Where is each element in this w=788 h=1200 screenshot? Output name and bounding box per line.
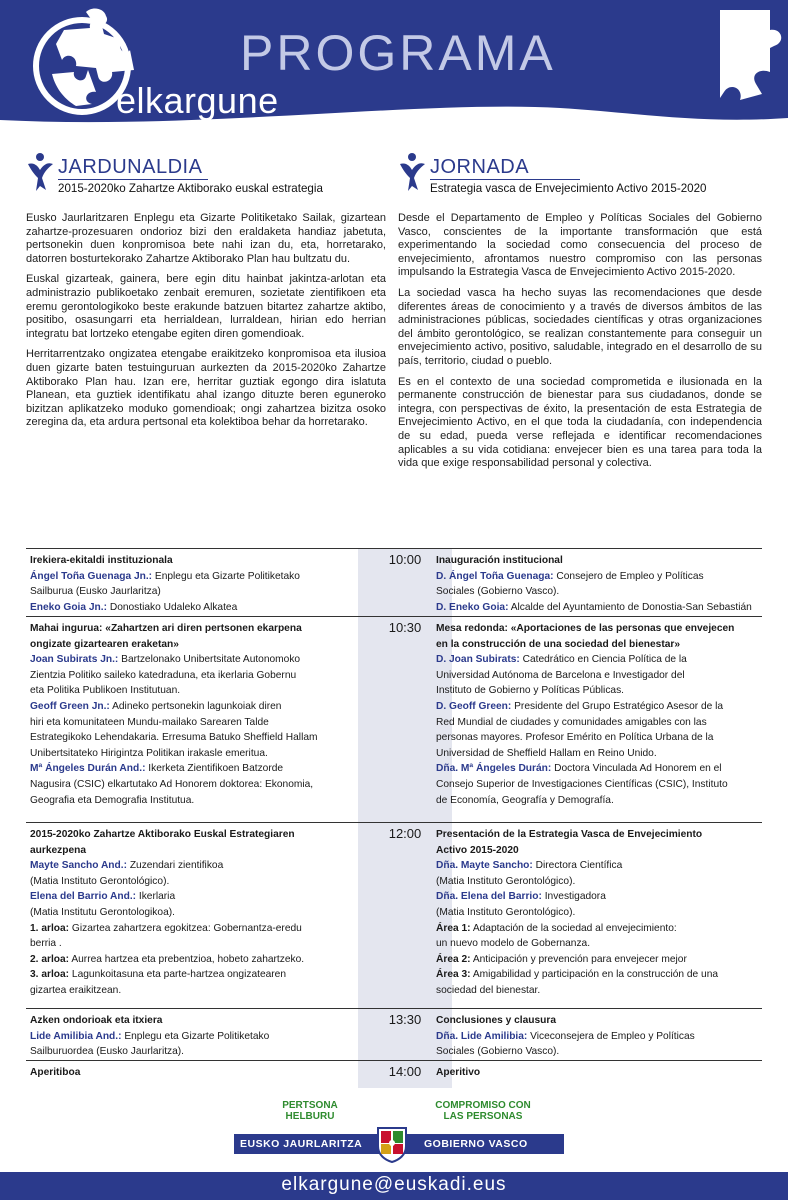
- session-basque: [30, 553, 350, 615]
- session-spanish: [436, 553, 766, 615]
- session-line: [30, 827, 350, 843]
- session-line: [30, 905, 350, 921]
- session-text: Enplegu eta Gizarte Politiketako: [121, 1030, 270, 1042]
- session-text: Ikerketa Zientifikoen Batzorde: [145, 763, 284, 775]
- section-header: [26, 152, 386, 200]
- session-line: [436, 952, 766, 968]
- session-text: personas mayores. Profesor Emérito en Política Urbana de la: [436, 732, 714, 744]
- session-line: [436, 730, 766, 746]
- brand-name: elkargune: [116, 80, 279, 121]
- bold-text: ongizate gizartearen eraketan»: [30, 638, 179, 650]
- session-line: [30, 668, 350, 684]
- header: [0, 0, 788, 146]
- session-line: [30, 584, 350, 600]
- section-subtitle: Estrategia vasca de Envejecimiento Activo 2015-2020: [430, 182, 707, 195]
- session-line: [30, 683, 350, 699]
- session-text: Presidente del Grupo Estratégico Asesor de la: [511, 700, 724, 712]
- session-basque: [30, 1013, 350, 1060]
- schedule-row: [26, 1008, 762, 1060]
- session-line: [30, 746, 350, 762]
- session-text: Instituto de Gobierno y Políticas Públicas.: [436, 685, 625, 697]
- session-time: 10:30: [388, 620, 422, 635]
- coat-of-arms-icon: [372, 1124, 412, 1164]
- session-line: [436, 652, 766, 668]
- bold-text: Presentación de la Estrategia Vasca de Envejecimiento: [436, 829, 703, 840]
- session-text: Consejo Superior de Investigaciones Científicas (CSIC), Instituto: [436, 778, 728, 790]
- session-text: Geografia eta Demografia Institutua.: [30, 794, 195, 806]
- session-text: Nagusira (CSIC) elkartutako Ad Honorem doktorea: Ekonomia,: [30, 778, 314, 790]
- session-text: Aurrea hartzea eta prebentzioa, hobeto zahartzeko.: [69, 953, 305, 965]
- bold-text: Azken ondorioak eta itxiera: [30, 1015, 163, 1026]
- session-line: [436, 699, 766, 715]
- session-text: Viceconsejera de Empleo y Políticas: [527, 1030, 695, 1042]
- intro-basque: [26, 152, 386, 437]
- section-label: JARDUNALDIA: [58, 156, 203, 178]
- bold-text: Irekiera-ekitaldi instituzionala: [30, 555, 173, 566]
- session-line: [436, 600, 766, 616]
- session-text: Investigadora: [541, 891, 606, 903]
- session-line: [436, 905, 766, 921]
- session-line: [436, 889, 766, 905]
- bold-text: Área 2:: [436, 953, 471, 965]
- session-line: [436, 983, 766, 999]
- session-line: [30, 699, 350, 715]
- session-line: [436, 921, 766, 937]
- session-line: [30, 858, 350, 874]
- schedule-row: [26, 1060, 762, 1088]
- session-text: Catedrático en Ciencia Política de la: [519, 654, 687, 666]
- session-text: Consejero de Empleo y Políticas: [553, 570, 704, 582]
- session-line: [436, 621, 766, 637]
- session-line: [436, 553, 766, 569]
- session-line: [30, 777, 350, 793]
- speaker-name: Dña. Lide Amilibia:: [436, 1030, 528, 1042]
- session-time: 14:00: [388, 1064, 422, 1079]
- session-line: [30, 874, 350, 890]
- dancer-figure-icon: [398, 152, 426, 192]
- session-basque: [30, 621, 350, 808]
- bold-text: 2015-2020ko Zahartze Aktiborako Euskal Estrategiaren: [30, 829, 295, 840]
- session-text: (Matia Instituto Gerontológico).: [436, 875, 576, 887]
- session-text: gizartea eraikitzean.: [30, 984, 122, 996]
- session-line: [30, 637, 350, 653]
- session-line: [436, 1065, 766, 1081]
- section-label: JORNADA: [430, 156, 530, 178]
- session-text: Alcalde del Ayuntamiento de Donostia-San Sebastián: [508, 601, 752, 613]
- session-text: Zuzendari zientifikoa: [126, 860, 224, 872]
- session-text: Universidad Autónoma de Barcelona e Investigador del: [436, 669, 685, 681]
- speaker-name: Joan Subirats Jn.:: [30, 654, 119, 666]
- session-spanish: [436, 827, 766, 999]
- schedule-table: [26, 548, 762, 1088]
- paragraph: Herritarrentzako ongizatea etengabe eraikitzeko konpromisoa eta ilusioa duen gizarte baten testuinguruan aurkezten da 2015-2020ko Zahartze Aktiborako Plan hau. Izan ere, herritar guztiak egongo dira islatuta Planean, eta guztiek identifikatu ahal izango dituzte beren eguneroko bizitzan aplikatzeko moduko gomendioak; ongi zahartzea bizitza osoko zeregina da, eta ardura pertsonal eta kolektiboa behar da horretarako.: [26, 348, 386, 429]
- speaker-name: Mª Ángeles Durán And.:: [30, 763, 146, 775]
- session-line: [30, 761, 350, 777]
- paragraph-group: [398, 212, 762, 471]
- session-line: [436, 1044, 766, 1060]
- session-text: Adaptación de la sociedad al envejecimiento:: [470, 922, 677, 934]
- session-line: [436, 1013, 766, 1029]
- speaker-name: Dña. Mª Ángeles Durán:: [436, 763, 552, 775]
- bold-text: Mesa redonda: «Aportaciones de las personas que envejecen: [436, 623, 735, 634]
- session-text: Estrategikoko Lehendakaria. Erresuma Batuko Sheffield Hallam: [30, 732, 318, 744]
- session-text: Sailburua (Eusko Jaurlaritza): [30, 586, 161, 598]
- puzzle-piece-icon: [700, 2, 788, 122]
- session-line: [436, 683, 766, 699]
- slogan-line: LAS PERSONAS: [443, 1111, 523, 1122]
- session-text: Sailburuordea (Eusko Jaurlaritza).: [30, 1046, 185, 1058]
- session-line: [30, 652, 350, 668]
- bold-text: Aperitivo: [436, 1067, 481, 1078]
- session-line: [30, 553, 350, 569]
- session-text: Directora Científica: [532, 860, 623, 872]
- session-line: [30, 1013, 350, 1029]
- paragraph-group: [26, 212, 386, 430]
- session-text: Red Mundial de ciudades y comunidades amigables con las: [436, 716, 707, 728]
- session-line: [436, 584, 766, 600]
- session-text: (Matia Institutu Gerontologikoa).: [30, 906, 175, 918]
- session-line: [30, 967, 350, 983]
- session-time: 10:00: [388, 552, 422, 567]
- paragraph: Desde el Departamento de Empleo y Políticas Sociales del Gobierno Vasco, conscientes de la importante transformación que está experimentando la sociedad como consecuencia del proceso de envejecimiento, afrontamos nuestro compromiso con las personas impulsando la Estrategia Vasca de Envejecimiento Activo 2015-2020.: [398, 212, 762, 279]
- session-spanish: [436, 1013, 766, 1060]
- slogan-spanish: [428, 1100, 538, 1122]
- session-line: [436, 827, 766, 843]
- schedule-row: [26, 822, 762, 1008]
- speaker-name: Ángel Toña Guenaga Jn.:: [30, 570, 153, 582]
- schedule-row: [26, 548, 762, 616]
- session-basque: [30, 1065, 350, 1081]
- slogan-line: HELBURU: [285, 1111, 335, 1122]
- session-text: Bartzelonako Unibertsitate Autonomoko: [118, 654, 301, 666]
- section-header: [398, 152, 762, 200]
- session-line: [30, 952, 350, 968]
- session-text: Sociales (Gobierno Vasco).: [436, 1046, 560, 1058]
- session-text: Adineko pertsonekin lagunkoiak diren: [109, 700, 282, 712]
- session-text: Anticipación y prevención para envejecer mejor: [470, 953, 687, 965]
- session-text: Donostiako Udaleko Alkatea: [107, 601, 238, 613]
- session-line: [30, 793, 350, 809]
- session-line: [30, 983, 350, 999]
- session-line: [30, 921, 350, 937]
- bold-text: 1. arloa:: [30, 922, 70, 934]
- session-time: 13:30: [388, 1012, 422, 1027]
- session-line: [436, 858, 766, 874]
- session-text: Enplegu eta Gizarte Politiketako: [152, 570, 300, 582]
- session-spanish: [436, 621, 766, 808]
- schedule-row: [26, 616, 762, 822]
- speaker-name: Mayte Sancho And.:: [30, 860, 127, 872]
- session-line: [30, 1029, 350, 1045]
- page-title: PROGRAMA: [240, 25, 556, 81]
- speaker-name: Elena del Barrio And.:: [30, 891, 137, 903]
- session-text: berria .: [30, 938, 62, 950]
- session-line: [436, 967, 766, 983]
- session-text: eta Politika Publikoen Institutuan.: [30, 685, 181, 697]
- session-line: [30, 569, 350, 585]
- session-text: Zientzia Politiko saileko katedraduna, eta ikerlaria Gobernu: [30, 669, 297, 681]
- session-text: Lagunkoitasuna eta parte-hartzea ongizatearen: [69, 969, 287, 981]
- bold-text: Inauguración institucional: [436, 555, 563, 566]
- session-basque: [30, 827, 350, 999]
- speaker-name: D. Ángel Toña Guenaga:: [436, 570, 554, 582]
- session-text: Sociales (Gobierno Vasco).: [436, 586, 560, 598]
- paragraph: Euskal gizarteak, gainera, bere egin ditu hainbat jakintza-arlotan eta administrazio publikoetako zenbait eremuren, sozietate zientifikoen eta eremu gerontologikoko beste erakunde batzuen bitartez zahartze aktibo, positibo, osasungarri eta herrialdean, lurraldean, hirian edo herrian integratu bat lortzeko etengabe egiten diren gomendioak.: [26, 273, 386, 340]
- session-text: sociedad del bienestar.: [436, 984, 541, 996]
- session-text: Amigabilidad y participación en la construcción de una: [470, 969, 719, 981]
- speaker-name: D. Geoff Green:: [436, 700, 512, 712]
- session-line: [436, 777, 766, 793]
- session-text: Unibertsitateko Hirigintza Politikan irakasle emeritua.: [30, 747, 268, 759]
- divider: [430, 179, 580, 180]
- bold-text: Conclusiones y clausura: [436, 1015, 557, 1026]
- speaker-name: D. Joan Subirats:: [436, 654, 520, 666]
- bold-text: Activo 2015-2020: [436, 844, 519, 856]
- bold-text: en la construcción de una sociedad del bienestar»: [436, 638, 681, 650]
- session-line: [30, 889, 350, 905]
- government-name-spanish: GOBIERNO VASCO: [424, 1138, 528, 1150]
- session-spanish: [436, 1065, 766, 1081]
- session-line: [436, 874, 766, 890]
- speaker-name: D. Eneko Goia:: [436, 601, 509, 613]
- contact-email[interactable]: elkargune@euskadi.eus: [281, 1174, 507, 1195]
- session-line: [30, 730, 350, 746]
- session-line: [30, 600, 350, 616]
- dancer-figure-icon: [26, 152, 54, 192]
- session-text: (Matia Instituto Gerontológico).: [436, 906, 576, 918]
- session-text: un nuevo modelo de Gobernanza.: [436, 938, 591, 950]
- session-line: [436, 715, 766, 731]
- session-line: [436, 668, 766, 684]
- session-line: [30, 843, 350, 859]
- session-line: [30, 1065, 350, 1081]
- paragraph: Eusko Jaurlaritzaren Enplegu eta Gizarte Politiketako Sailak, gizartean zahartze-prozesuaren ondorioz bizi den eraldaketa handiaz jabetuta, pertsonekin duen konpromisoa bete nahi izan du, eta, horretarako, datorren bosturtekorako Zahartze Aktiborako Plan hau bultzatu du.: [26, 212, 386, 265]
- session-line: [436, 1029, 766, 1045]
- session-text: Gizartea zahartzera egokitzea: Gobernantza-eredu: [69, 922, 302, 934]
- session-line: [436, 569, 766, 585]
- section-subtitle: 2015-2020ko Zahartze Aktiborako euskal estrategia: [58, 182, 323, 195]
- session-line: [436, 793, 766, 809]
- speaker-name: Eneko Goia Jn.:: [30, 601, 107, 613]
- session-text: de Economía, Geografía y Demografía.: [436, 794, 614, 806]
- slogan-basque: [270, 1100, 350, 1122]
- paragraph: Es en el contexto de una sociedad comprometida e ilusionada en la permanente construcción de bienestar para sus ciudadanos, donde se integra, con perspectivas de éxito, la presentación de esta Estrategia de Envejecimiento Activo, en el que toda la ciudadanía, con independencia de su edad, pueda verse reflejada e identificar recomendaciones aplicables a su vida cotidiana: envejecer bien es una tarea para toda la vida que exige responsabilidad personal y colectiva.: [398, 375, 762, 470]
- bold-text: aurkezpena: [30, 844, 87, 856]
- bold-text: 3. arloa:: [30, 969, 70, 981]
- bold-text: Área 1:: [436, 922, 471, 934]
- session-line: [436, 936, 766, 952]
- session-text: Doctora Vinculada Ad Honorem en el: [551, 763, 722, 775]
- schedule-rows: [26, 548, 762, 1088]
- session-time: 12:00: [388, 826, 422, 841]
- session-line: [436, 761, 766, 777]
- bold-text: Aperitiboa: [30, 1067, 81, 1078]
- session-line: [436, 637, 766, 653]
- session-line: [30, 1044, 350, 1060]
- session-text: Ikerlaria: [136, 891, 176, 903]
- bold-text: 2. arloa:: [30, 953, 70, 965]
- session-text: (Matia Instituto Gerontológico).: [30, 875, 170, 887]
- session-text: Universidad de Sheffield Hallam en Reino Unido.: [436, 747, 657, 759]
- session-line: [436, 843, 766, 859]
- session-line: [30, 936, 350, 952]
- speaker-name: Dña. Elena del Barrio:: [436, 891, 542, 903]
- session-text: hiri eta komunitateen Mundu-mailako Sarearen Talde: [30, 716, 269, 728]
- bold-text: Mahai ingurua: «Zahartzen ari diren pertsonen ekarpena: [30, 623, 302, 634]
- speaker-name: Dña. Mayte Sancho:: [436, 860, 533, 872]
- speaker-name: Geoff Green Jn.:: [30, 700, 110, 712]
- session-line: [30, 621, 350, 637]
- intro-spanish: [398, 152, 762, 478]
- divider: [58, 179, 208, 180]
- session-line: [30, 715, 350, 731]
- paragraph: La sociedad vasca ha hecho suyas las recomendaciones que desde diferentes áreas de conocimiento y a través de diversos ámbitos de las administraciones públicas, sociedades científicas y otras organizaciones del ámbito gerontológico, se realizan constantemente para conseguir un envejecimiento activo, positivo, saludable, integrado en el desarrollo de su país, territorio, ciudad o pueblo.: [398, 286, 762, 367]
- slogan-line: COMPROMISO CON: [435, 1100, 531, 1111]
- speaker-name: Lide Amilibia And.:: [30, 1030, 122, 1042]
- bold-text: Área 3:: [436, 969, 471, 981]
- slogan-line: PERTSONA: [282, 1100, 338, 1111]
- session-line: [436, 746, 766, 762]
- government-name-basque: EUSKO JAURLARITZA: [240, 1138, 363, 1150]
